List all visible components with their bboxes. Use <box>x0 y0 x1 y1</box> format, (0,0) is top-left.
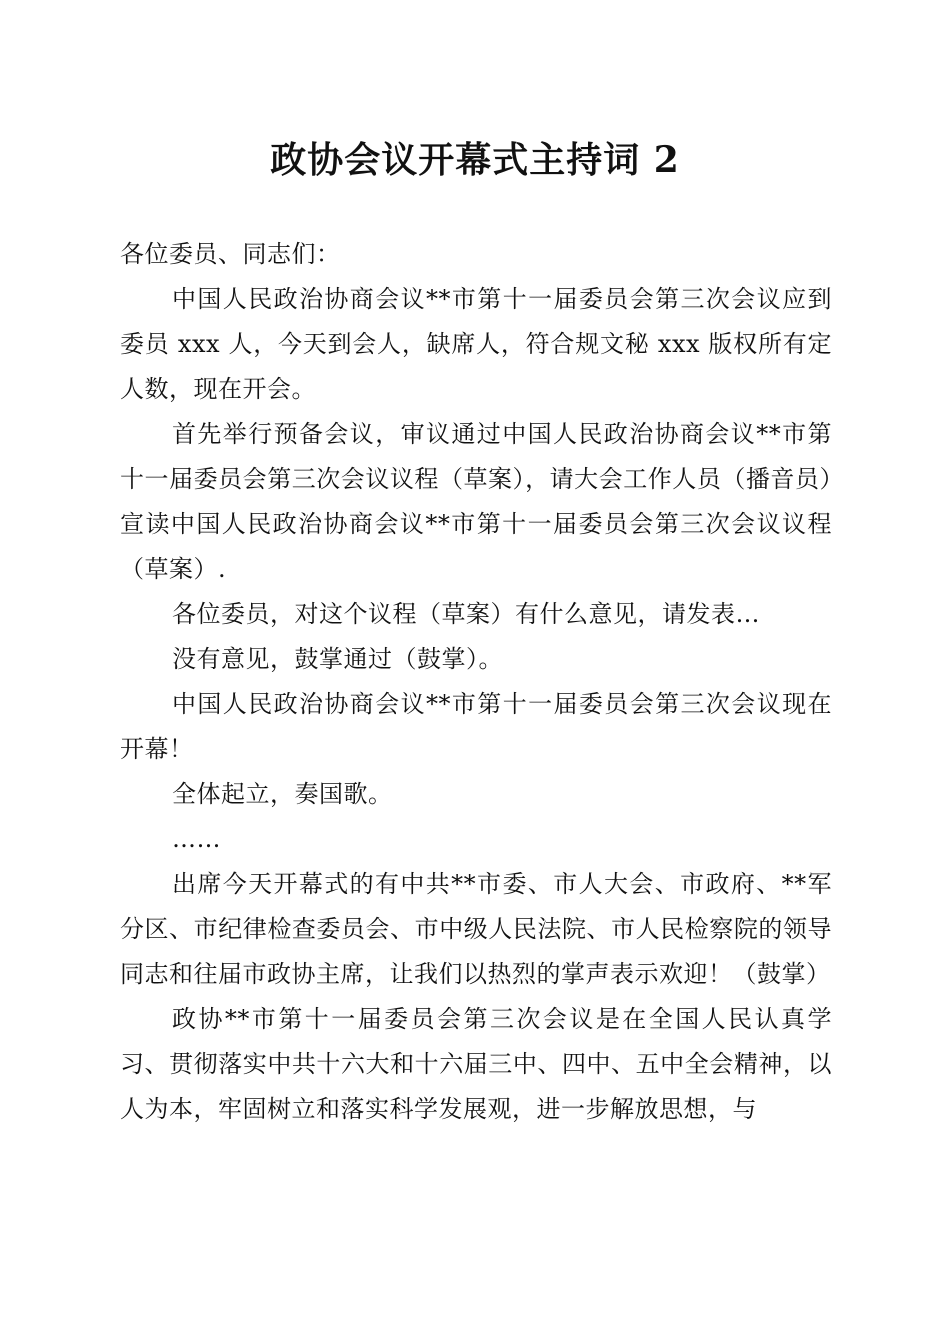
paragraph: 没有意见，鼓掌通过（鼓掌）。 <box>172 645 503 673</box>
paragraph: 各位委员，对这个议程（草案）有什么意见，请发表… <box>172 600 760 628</box>
paragraph: 中国人民政治协商会议**市第十一届委员会第三次会议现在开幕！ <box>120 690 832 763</box>
paragraph: 首先举行预备会议，审议通过中国人民政治协商会议**市第十一届委员会第三次会议议程（草案），请大会工作人员（播音员）宣读中国人民政治协商会议**市第十一届委员会第三次会议议程（草案）. <box>120 420 832 583</box>
document-title: 政协会议开幕式主持词 2 <box>270 139 680 181</box>
paragraph-greeting: 各位委员、同志们： <box>120 240 341 268</box>
document-body <box>120 232 832 1132</box>
paragraph-ellipsis: …… <box>172 825 221 853</box>
paragraph: 出席今天开幕式的有中共**市委、市人大会、市政府、**军分区、市纪律检查委员会、市中级人民法院、市人民检察院的领导同志和往届市政协主席，让我们以热烈的掌声表示欢迎！（鼓掌） <box>120 870 832 988</box>
paragraph: 政协**市第十一届委员会第三次会议是在全国人民认真学习、贯彻落实中共十六大和十六届三中、四中、五中全会精神，以人为本，牢固树立和落实科学发展观，进一步解放思想，与 <box>120 1005 832 1123</box>
paragraph: 中国人民政治协商会议**市第十一届委员会第三次会议应到委员 xxx 人，今天到会人，缺席人，符合规文秘 xxx 版权所有定人数，现在开会。 <box>120 285 832 403</box>
paragraph: 全体起立，奏国歌。 <box>172 780 393 808</box>
